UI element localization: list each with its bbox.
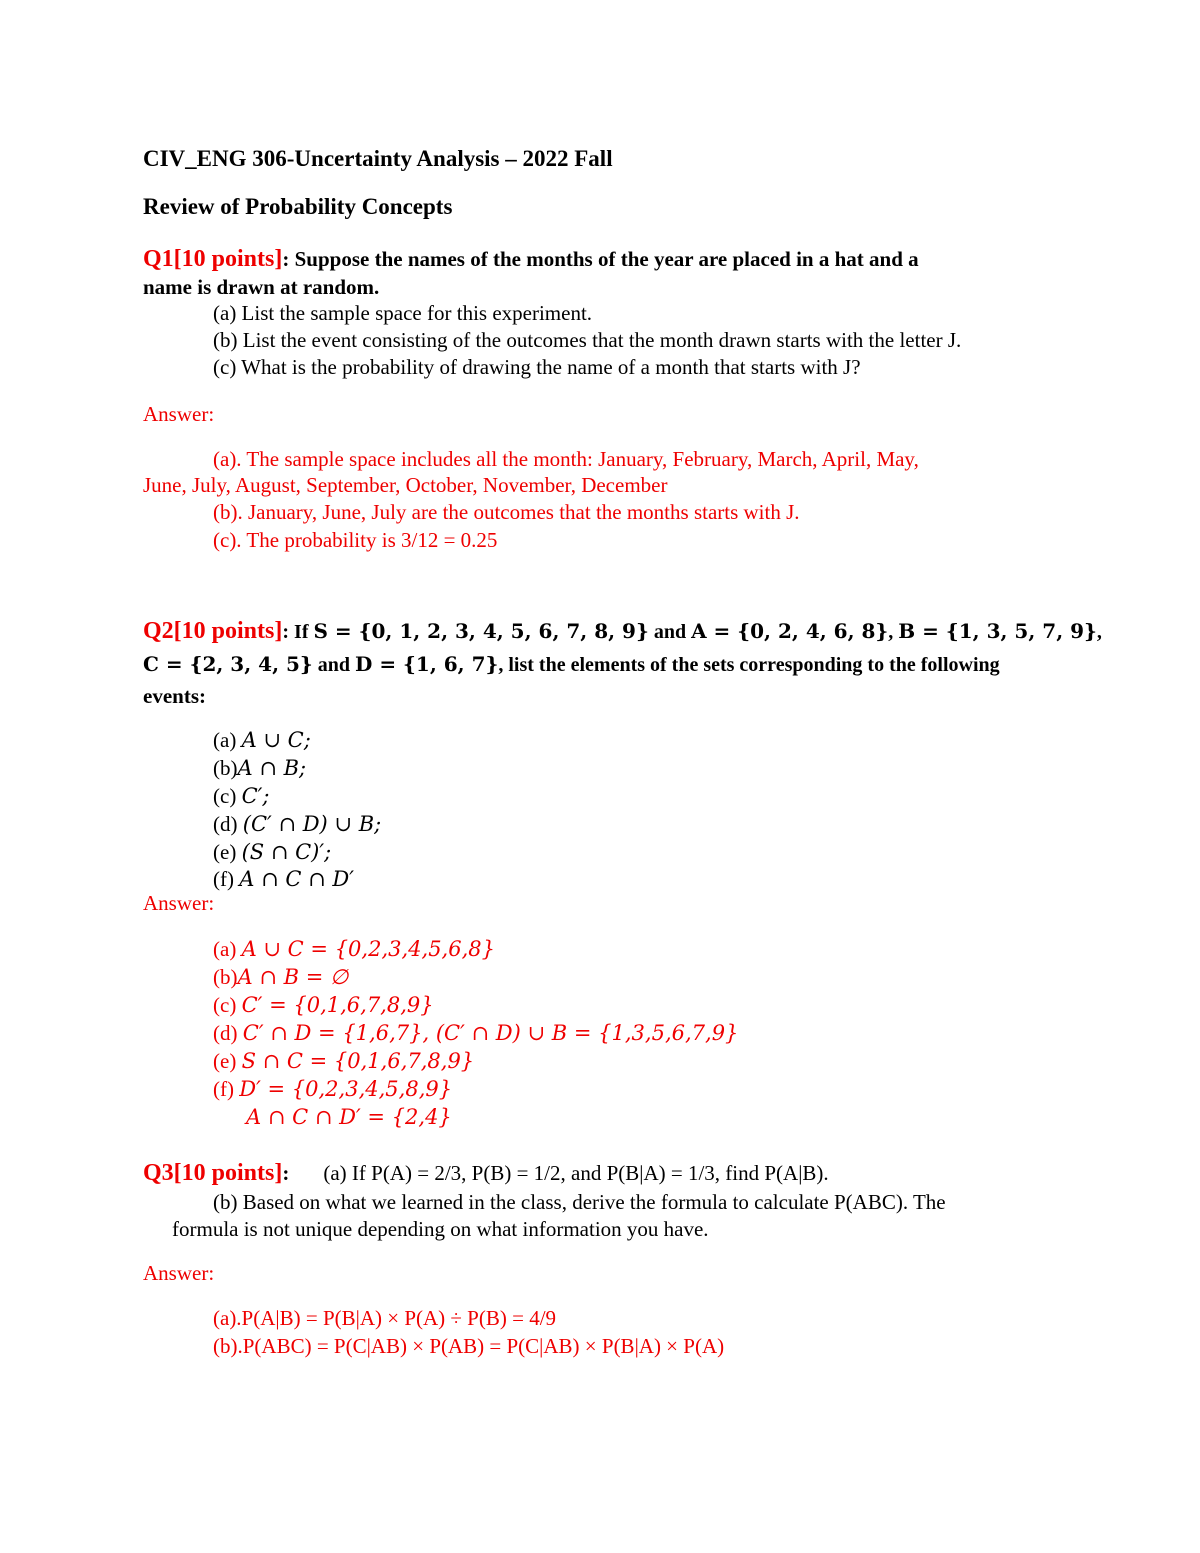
q2-and-2: and: [317, 654, 351, 676]
q2-set-a: A = {0, 2, 4, 6, 8}: [691, 619, 889, 643]
q3-part-b-line2: formula is not unique depending on what information you have.: [172, 1217, 709, 1241]
q2-and-1: and: [653, 621, 687, 643]
q2-answer-c: [213, 992, 434, 1018]
q3-label: Q3[10 points]: [143, 1160, 283, 1186]
q2-answer-label-c: (c): [213, 993, 237, 1017]
q1-answer-b: (b). January, June, July are the outcomes that the months starts with J.: [213, 500, 800, 524]
q1-prompt-line1: [143, 246, 919, 272]
q2-part-b: [213, 755, 306, 781]
q2-answer-expr: C′ = {0,1,6,7,8,9}: [241, 993, 434, 1017]
q3-part-b-line1: (b) Based on what we learned in the class, derive the formula to calculate P(ABC). The: [213, 1190, 946, 1214]
q2-set-d: D = {1, 6, 7}: [355, 652, 499, 676]
q3-answer-a: (a).P(A|B) = P(B|A) × P(A) ÷ P(B) = 4/9: [213, 1306, 557, 1330]
q2-set-b: B = {1, 3, 5, 7, 9}: [898, 619, 1097, 643]
q1-part-a: (a) List the sample space for this experiment.: [213, 301, 593, 325]
q2-part-label: (b): [213, 756, 238, 780]
q2-prompt-line3: events:: [143, 684, 206, 708]
q2-set-s: S = {0, 1, 2, 3, 4, 5, 6, 7, 8, 9}: [313, 619, 649, 643]
q2-prompt-tail: , list the elements of the sets corresponding to the following: [498, 654, 1000, 676]
q1-part-c: (c) What is the probability of drawing the name of a month that starts with J?: [213, 355, 861, 379]
q3-answer-label: Answer:: [143, 1261, 215, 1285]
q2-answer-expr: S ∩ C = {0,1,6,7,8,9}: [241, 1049, 475, 1073]
q1-colon: :: [282, 247, 290, 271]
q3-prompt-line1: [143, 1160, 829, 1186]
q2-part-f: [213, 866, 354, 892]
q2-part-expr: A ∪ C;: [241, 728, 311, 752]
q2-answer-f-line2: A ∩ C ∩ D′ = {2,4}: [246, 1105, 452, 1129]
q2-part-expr: A ∩ C ∩ D′: [239, 867, 354, 891]
q1-answer-a-line1: (a). The sample space includes all the month: January, February, March, April, May,: [213, 447, 919, 471]
q2-answer-label-f: (f): [213, 1077, 234, 1101]
q2-part-label: (f): [213, 867, 234, 891]
q3-colon: :: [282, 1161, 290, 1185]
q2-prompt-line2: [143, 651, 1000, 678]
course-title: CIV_ENG 306-Uncertainty Analysis – 2022 Fall: [143, 146, 613, 171]
q2-part-expr: A ∩ B;: [237, 756, 307, 780]
q3-answer-b: (b).P(ABC) = P(C|AB) × P(AB) = P(C|AB) × P(B|A) × P(A): [213, 1334, 725, 1358]
q1-answer-a-line2: June, July, August, September, October, November, December: [143, 473, 668, 497]
q2-answer-e: [213, 1048, 474, 1074]
q2-answer-expr: A ∩ B = ∅: [237, 965, 349, 989]
q2-part-label: (e): [213, 840, 237, 864]
q1-prompt-text: Suppose the names of the months of the year are placed in a hat and a: [294, 247, 919, 271]
q2-answer-label: Answer:: [143, 891, 215, 915]
q2-prompt-line1: [143, 618, 1102, 645]
page-subtitle: Review of Probability Concepts: [143, 194, 453, 219]
q1-part-b: (b) List the event consisting of the outcomes that the month drawn starts with the letter J.: [213, 328, 962, 352]
q2-answer-label-d: (d): [213, 1021, 238, 1045]
q2-answer-expr: C′ ∩ D = {1,6,7}, (C′ ∩ D) ∪ B = {1,3,5,6,7,9}: [242, 1021, 739, 1045]
q2-answer-expr: D′ = {0,2,3,4,5,8,9}: [239, 1077, 453, 1101]
q2-answer-label-a: (a): [213, 937, 237, 961]
q1-answer-label: Answer:: [143, 402, 215, 426]
q2-answer-f: [213, 1076, 452, 1102]
q2-part-label: (d): [213, 812, 238, 836]
q2-part-e: [213, 839, 331, 865]
q1-prompt-line2: name is drawn at random.: [143, 275, 380, 299]
q2-part-label: (c): [213, 784, 237, 808]
q2-set-c: C = {2, 3, 4, 5}: [143, 652, 313, 676]
q2-answer-label-e: (e): [213, 1049, 237, 1073]
q2-part-a: [213, 727, 311, 753]
q2-if-text: If: [294, 621, 309, 643]
q2-part-expr: C′;: [241, 784, 270, 808]
q2-part-expr: (S ∩ C)′;: [241, 840, 332, 864]
q3-part-a: (a) If P(A) = 2/3, P(B) = 1/2, and P(B|A) = 1/3, find P(A|B).: [323, 1161, 829, 1185]
q1-answer-c: (c). The probability is 3/12 = 0.25: [213, 528, 498, 552]
q2-label: Q2[10 points]: [143, 618, 283, 644]
q2-comma-2: ,: [1096, 621, 1102, 643]
q2-part-expr: (C′ ∩ D) ∪ B;: [242, 812, 382, 836]
q2-comma-1: ,: [888, 621, 894, 643]
q2-part-label: (a): [213, 728, 237, 752]
q2-answer-a: [213, 936, 495, 962]
q2-answer-expr: A ∪ C = {0,2,3,4,5,6,8}: [241, 937, 495, 961]
q2-part-c: [213, 783, 269, 809]
q2-colon: :: [282, 621, 290, 643]
q1-label: Q1[10 points]: [143, 246, 283, 272]
q2-answer-d: [213, 1020, 738, 1046]
q2-part-d: [213, 811, 381, 837]
q2-answer-b: [213, 964, 348, 990]
q2-answer-label-b: (b): [213, 965, 238, 989]
